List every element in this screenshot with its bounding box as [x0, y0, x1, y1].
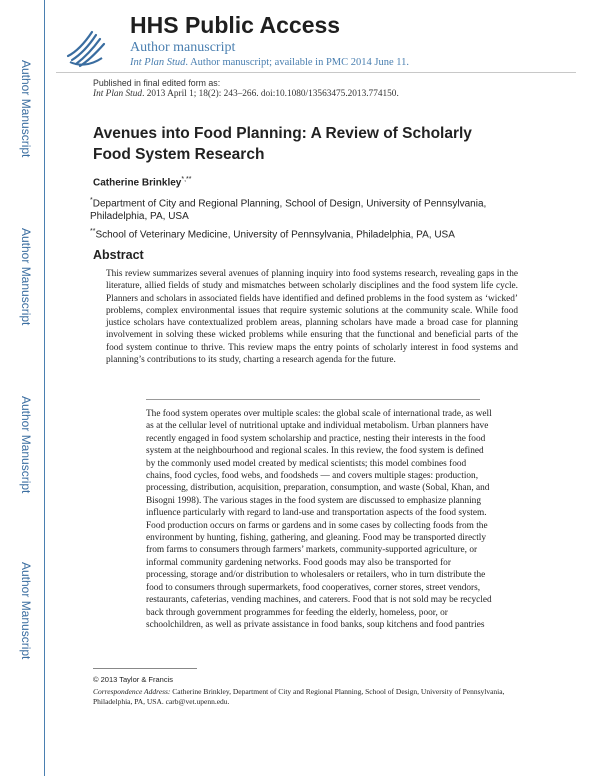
sidebar-label: Author Manuscript [19, 228, 33, 326]
sidebar-divider [44, 0, 45, 776]
body-line: schoolchildren, as well as private assistance in food banks, soup kitchens and food pantries [146, 619, 485, 630]
affiliation-2 [90, 225, 530, 241]
body-line: system at the neighbourhood and regional scales. In this review, the food system is defined [146, 446, 484, 457]
hhs-title: HHS Public Access [130, 12, 341, 38]
body-line: Bisogni 1998). The various stages in the food system are discussed to emphasize planning [146, 495, 481, 506]
intro-body [146, 408, 536, 631]
body-line: back through government programmes for feeding the elderly, homeless, poor, or [146, 607, 448, 618]
author-name [93, 176, 192, 188]
correspondence-text: Catherine Brinkley, Department of City and Regional Planning, School of Design, University of Pennsylvania, Philadelphia, PA, USA. carb@vet.upenn.edu. [93, 687, 505, 706]
affiliation-mark: ** [90, 228, 96, 235]
hhs-eagle-logo-icon [62, 22, 110, 70]
pmc-availability [130, 57, 409, 68]
copyright: © 2013 Taylor & Francis [93, 675, 174, 684]
body-line: influence particularly with regard to land-use and transportation aspects of the food system. [146, 508, 487, 519]
sidebar-label: Author Manuscript [19, 60, 33, 158]
body-line: from farms to consumers through farmers’ markets, community-supported agriculture, or [146, 545, 478, 556]
author-manuscript-subtitle: Author manuscript [130, 40, 236, 55]
correspondence-address [93, 687, 513, 707]
correspondence-label: Correspondence Address: [93, 687, 171, 696]
body-line: recently engaged in food system scholarship and practice, nesting their interests in the food [146, 433, 486, 444]
abstract-body: This review summarizes several avenues of planning inquiry into food systems research, revealing gaps in the literature, allied fields of study and mismatches between scholarly disciplines and the food system life cycle. Planners and scholars in associated fields have identified and defined problems in the food system as ‘wicked’ problems, complex environmental issues that require systemic solutions at the community scale. While food justice scholars have contextualized problem areas, planning scholars have made a broad case for planning involvement in solving these wicked problems while ensuring that the functional and beneficial parts of the food system continue to thrive. This review maps the entry points of scholarly interest in food systems and planning’s contributions to its study, charting a research agenda for the future. [106, 269, 518, 366]
body-line: informal community gardening networks. Food goods may also be transported for [146, 557, 451, 568]
citation-journal: Int Plan Stud [93, 89, 143, 99]
published-label: Published in final edited form as: [93, 78, 221, 88]
body-line: as at the cellular level of nutritional uptake and individual metabolism. Urban planners have [146, 421, 489, 432]
body-line: Food production occurs on farms or gardens and in some cases by collecting foods from the [146, 520, 488, 531]
body-line: environment by hunting, fishing, gathering, and gleaning. Food may be transported directly [146, 533, 487, 544]
body-line: by the commonly used model created by medical scientists; this model combines food [146, 458, 467, 469]
affiliation-text: Department of City and Regional Planning, School of Design, University of Pennsylvania, Philadelphia, PA, USA [90, 198, 487, 223]
body-line: processing, distribution, acquisition, preparation, consumption, and waste (Sobal, Khan, and [146, 483, 490, 494]
affiliation-1 [90, 194, 530, 223]
body-line: food to consumers through supermarkets, food cooperatives, corner stores, street vendors, [146, 582, 481, 593]
abstract-heading: Abstract [93, 248, 144, 262]
footnote-rule [93, 668, 197, 669]
affiliation-mark: * [90, 197, 93, 204]
author-text: Catherine Brinkley [93, 177, 182, 189]
affiliation-text: School of Veterinary Medicine, University of Pennsylvania, Philadelphia, PA, USA [95, 229, 455, 241]
availability-text: . Author manuscript; available in PMC 2014 June 11. [185, 57, 410, 68]
section-divider [146, 399, 480, 400]
journal-abbrev: Int Plan Stud [130, 57, 186, 68]
citation [93, 89, 399, 99]
body-line: The food system operates over multiple scales: the global scale of international trade, as well [146, 409, 492, 419]
article-title: Avenues into Food Planning: A Review of Scholarly Food System Research [93, 125, 472, 163]
body-line: processing, storage and/or distribution to wholesalers or retailers, who in turn distribute the [146, 570, 486, 581]
author-marks: *,** [181, 176, 192, 183]
sidebar-label: Author Manuscript [19, 396, 33, 494]
sidebar-label: Author Manuscript [19, 562, 33, 660]
citation-details: . 2013 April 1; 18(2): 243–266. doi:10.1080/13563475.2013.774150. [142, 89, 399, 99]
body-line: restaurants, cafeterias, vending machines, and caterers. Food that is not sold may be recycled [146, 595, 492, 606]
header-rule [56, 72, 576, 73]
author-manuscript-sidebar [0, 0, 46, 776]
body-line: chains, food cycles, food webs, and foodsheds — and covers multiple stages: production, [146, 471, 479, 482]
